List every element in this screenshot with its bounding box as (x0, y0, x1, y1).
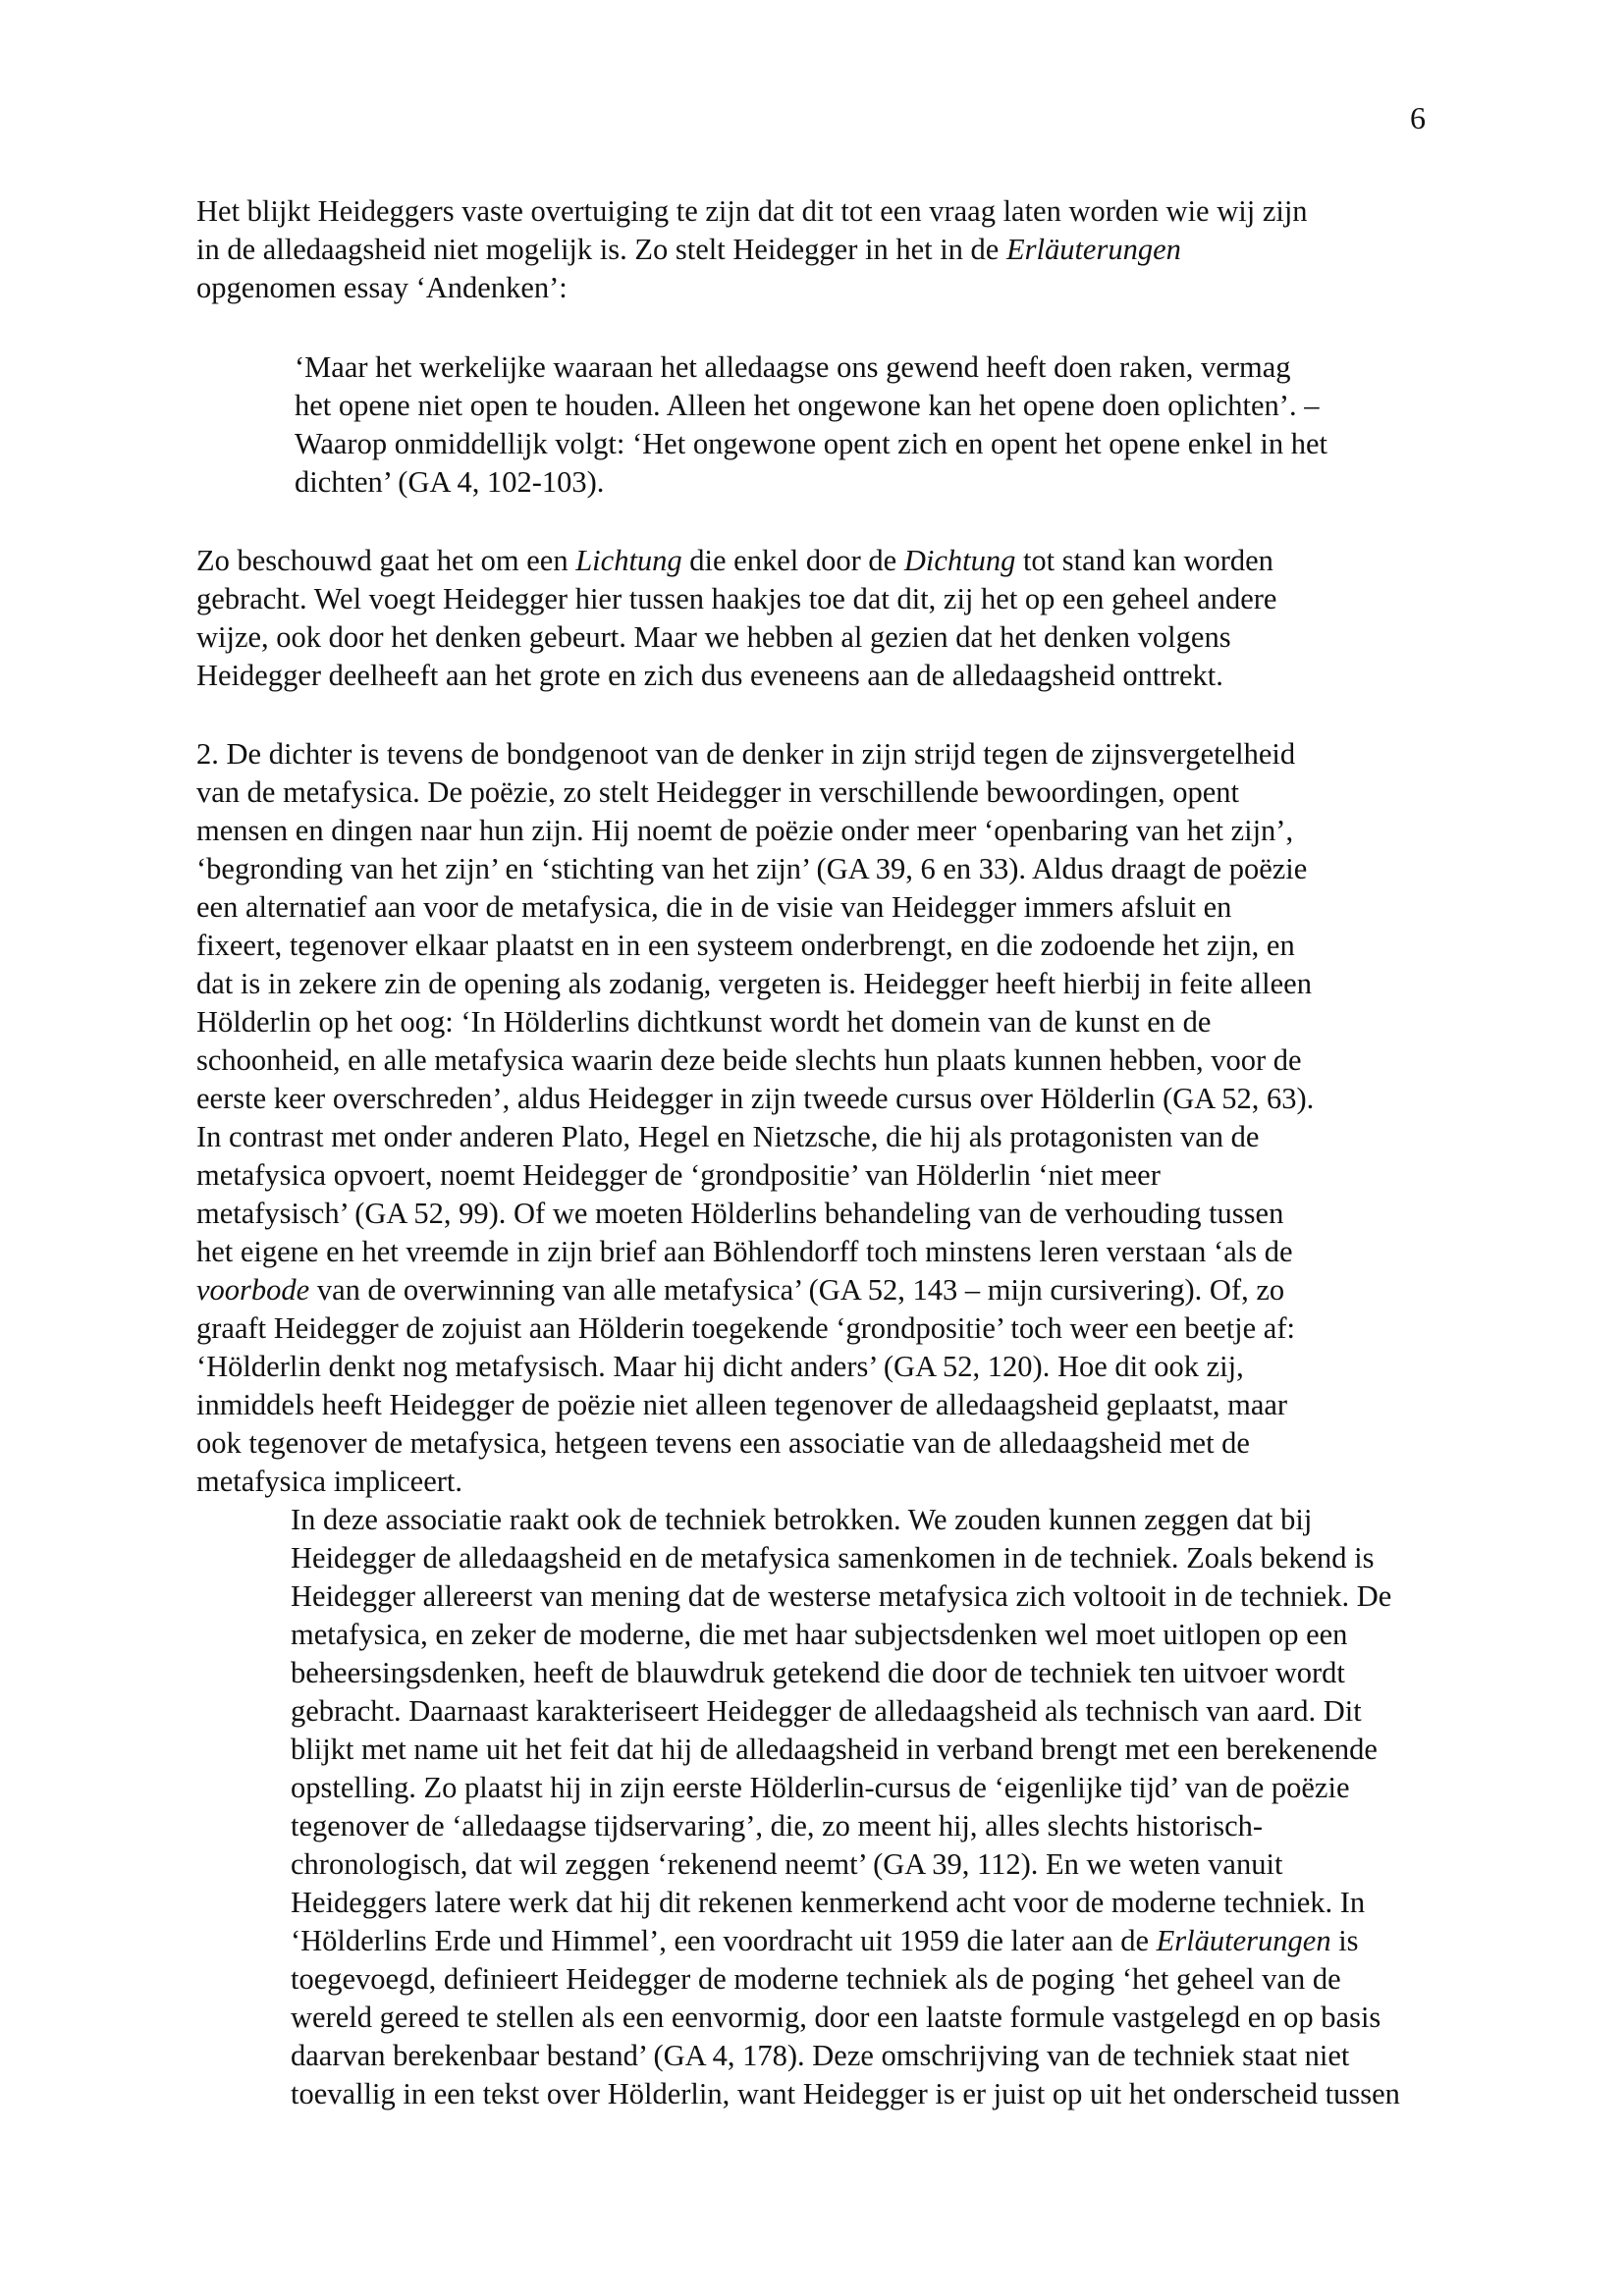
text-run: In contrast met onder anderen Plato, Hegel en Nietzsche, die hij als protagonisten van de (196, 1120, 1260, 1153)
text-run: chronologisch, dat wil zeggen ‘rekenend neemt’ (GA 39, 112). En we weten vanuit (291, 1847, 1283, 1881)
text-line (196, 1156, 1434, 1195)
italic-term: Dichtung (903, 544, 1016, 577)
text-run: metafysica, en zeker de moderne, die met haar subjectsdenken wel moet uitlopen op een (291, 1618, 1348, 1651)
text-line (196, 618, 1434, 657)
text-line (196, 774, 1434, 812)
text-line (196, 1003, 1434, 1041)
text-run: Waarop onmiddellijk volgt: ‘Het ongewone opent zich en opent het opene enkel in het (295, 427, 1328, 460)
text-line (196, 542, 1434, 580)
text-line (196, 888, 1434, 927)
text-run: tegenover de ‘alledaagse tijdservaring’, die, zo meent hij, alles slechts historisch- (291, 1809, 1264, 1842)
text-run: Hölderlin op het oog: ‘In Hölderlins dichtkunst wordt het domein van de kunst en de (196, 1005, 1212, 1039)
text-line (196, 1539, 1434, 1577)
text-run: die enkel door de (681, 544, 904, 577)
text-run: metafysica opvoert, noemt Heidegger de ‘grondpositie’ van Hölderlin ‘niet meer (196, 1158, 1161, 1192)
text-line (196, 1118, 1434, 1156)
text-run: gebracht. Wel voegt Heidegger hier tussen haakjes toe dat dit, zij het op een geheel andere (196, 582, 1277, 615)
text-run: metafysisch’ (GA 52, 99). Of we moeten Hölderlins behandeling van de verhouding tussen (196, 1197, 1284, 1230)
text-line (196, 1195, 1434, 1233)
text-line (196, 2037, 1434, 2075)
text-line (196, 192, 1434, 231)
text-line (196, 1845, 1434, 1884)
italic-term: voorbode (196, 1273, 310, 1307)
text-line (196, 1807, 1434, 1845)
text-run: metafysica impliceert. (196, 1465, 462, 1498)
text-line (196, 1692, 1434, 1731)
text-run: Heideggers latere werk dat hij dit rekenen kenmerkend acht voor de moderne techniek. In (291, 1886, 1366, 1919)
text-run: dichten’ (GA 4, 102-103). (295, 465, 605, 499)
text-line (196, 1731, 1434, 1769)
text-run: Het blijkt Heideggers vaste overtuiging te zijn dat dit tot een vraag laten worden wie wij zijn (196, 194, 1308, 228)
text-line (196, 850, 1434, 888)
text-run: ‘Hölderlin denkt nog metafysisch. Maar hij dicht anders’ (GA 52, 120). Hoe dit ook zij, (196, 1350, 1244, 1383)
text-run: 2. De dichter is tevens de bondgenoot van de denker in zijn strijd tegen de zijnsvergetelheid (196, 737, 1296, 771)
text-run: is (1330, 1924, 1359, 1957)
body-paragraph (196, 735, 1434, 1501)
text-run: ‘Hölderlins Erde und Himmel’, een voordracht uit 1959 die later aan de (291, 1924, 1157, 1957)
text-line (196, 1424, 1434, 1463)
text-run: toevallig in een tekst over Hölderlin, want Heidegger is er juist op uit het onderscheid tussen (291, 2077, 1400, 2110)
text-line (196, 735, 1434, 774)
text-line (295, 463, 1434, 502)
text-run: In deze associatie raakt ook de techniek betrokken. We zouden kunnen zeggen dat bij (291, 1503, 1313, 1536)
text-run: opgenomen essay ‘Andenken’: (196, 271, 568, 304)
text-line (295, 425, 1434, 463)
text-run: graaft Heidegger de zojuist aan Hölderin toegekende ‘grondpositie’ toch weer een beetje af: (196, 1311, 1295, 1345)
italic-term: Erläuterungen (1005, 233, 1181, 266)
text-run: van de overwinning van alle metafysica’ (GA 52, 143 – mijn cursivering). Of, zo (309, 1273, 1285, 1307)
text-line (196, 1463, 1434, 1501)
text-run: gebracht. Daarnaast karakteriseert Heidegger de alledaagsheid als technisch van aard. Dit (291, 1694, 1362, 1728)
text-line (196, 657, 1434, 695)
text-run: Heidegger deelheeft aan het grote en zich dus eveneens aan de alledaagsheid onttrekt. (196, 659, 1223, 692)
text-line (196, 2075, 1434, 2113)
text-line (196, 1080, 1434, 1118)
text-line (196, 580, 1434, 618)
text-line (196, 1577, 1434, 1616)
text-line (196, 1233, 1434, 1271)
text-run: beheersingsdenken, heeft de blauwdruk getekend die door de techniek ten uitvoer wordt (291, 1656, 1345, 1689)
text-run: inmiddels heeft Heidegger de poëzie niet alleen tegenover de alledaagsheid geplaatst, maar (196, 1388, 1288, 1421)
text-line (196, 1922, 1434, 1960)
body-paragraph (196, 1501, 1434, 2113)
italic-term: Erläuterungen (1156, 1924, 1331, 1957)
text-line (196, 1271, 1434, 1309)
text-run: toegevoegd, definieert Heidegger de moderne techniek als de poging ‘het geheel van de (291, 1962, 1341, 1996)
text-run: schoonheid, en alle metafysica waarin deze beide slechts hun plaats kunnen hebben, voor de (196, 1043, 1302, 1077)
text-run: eerste keer overschreden’, aldus Heidegger in zijn tweede cursus over Hölderlin (GA 52, 63). (196, 1082, 1315, 1115)
text-run: Heidegger de alledaagsheid en de metafysica samenkomen in de techniek. Zoals bekend is (291, 1541, 1375, 1575)
text-line (196, 1041, 1434, 1080)
text-run: tot stand kan worden (1015, 544, 1273, 577)
text-run: ‘Maar het werkelijke waaraan het alledaagse ons gewend heeft doen raken, vermag (295, 350, 1291, 384)
text-line (196, 1960, 1434, 1999)
text-line (196, 1386, 1434, 1424)
text-run: daarvan berekenbaar bestand’ (GA 4, 178). Deze omschrijving van de techniek staat niet (291, 2039, 1350, 2072)
text-run: opstelling. Zo plaatst hij in zijn eerste Hölderlin-cursus de ‘eigenlijke tijd’ van de poëzie (291, 1771, 1350, 1804)
text-line (196, 812, 1434, 850)
text-run: het opene niet open te houden. Alleen het ongewone kan het opene doen oplichten’. – (295, 389, 1320, 422)
text-line (196, 1501, 1434, 1539)
text-run: dat is in zekere zin de opening als zodanig, vergeten is. Heidegger heeft hierbij in feite alleen (196, 967, 1312, 1000)
text-line (196, 965, 1434, 1003)
italic-term: Lichtung (575, 544, 682, 577)
text-line (196, 1654, 1434, 1692)
text-run: mensen en dingen naar hun zijn. Hij noemt de poëzie onder meer ‘openbaring van het zijn’, (196, 814, 1294, 847)
text-run: Zo beschouwd gaat het om een (196, 544, 576, 577)
text-line (295, 387, 1434, 425)
text-run: van de metafysica. De poëzie, zo stelt Heidegger in verschillende bewoordingen, opent (196, 775, 1240, 809)
text-line (196, 1769, 1434, 1807)
text-line (196, 269, 1434, 307)
text-run: ook tegenover de metafysica, hetgeen tevens een associatie van de alledaagsheid met de (196, 1426, 1250, 1460)
body-paragraph (196, 192, 1434, 307)
text-run: ‘begronding van het zijn’ en ‘stichting van het zijn’ (GA 39, 6 en 33). Aldus draagt de poëzie (196, 852, 1308, 885)
text-run: Heidegger allereerst van mening dat de westerse metafysica zich voltooit in de techniek. De (291, 1579, 1392, 1613)
text-run: wereld gereed te stellen als een eenvormig, door een laatste formule vastgelegd en op basis (291, 2001, 1381, 2034)
text-run: blijkt met name uit het feit dat hij de alledaagsheid in verband brengt met een berekenende (291, 1733, 1378, 1766)
text-line (196, 927, 1434, 965)
block-quote (295, 348, 1434, 502)
text-run: een alternatief aan voor de metafysica, die in de visie van Heidegger immers afsluit en (196, 890, 1232, 924)
body-paragraph (196, 542, 1434, 695)
page-number: 6 (1410, 100, 1426, 135)
text-run: wijze, ook door het denken gebeurt. Maar we hebben al gezien dat het denken volgens (196, 620, 1231, 654)
text-run: het eigene en het vreemde in zijn brief aan Böhlendorff toch minstens leren verstaan ‘als de (196, 1235, 1293, 1268)
text-line (196, 1884, 1434, 1922)
text-line (295, 348, 1434, 387)
text-line (196, 1616, 1434, 1654)
text-line (196, 1309, 1434, 1348)
text-line (196, 1348, 1434, 1386)
text-line (196, 1999, 1434, 2037)
text-line (196, 231, 1434, 269)
text-body (196, 192, 1434, 2113)
text-run: fixeert, tegenover elkaar plaatst en in een systeem onderbrengt, en die zodoende het zijn, en (196, 929, 1295, 962)
text-run: in de alledaagsheid niet mogelijk is. Zo stelt Heidegger in het in de (196, 233, 1006, 266)
